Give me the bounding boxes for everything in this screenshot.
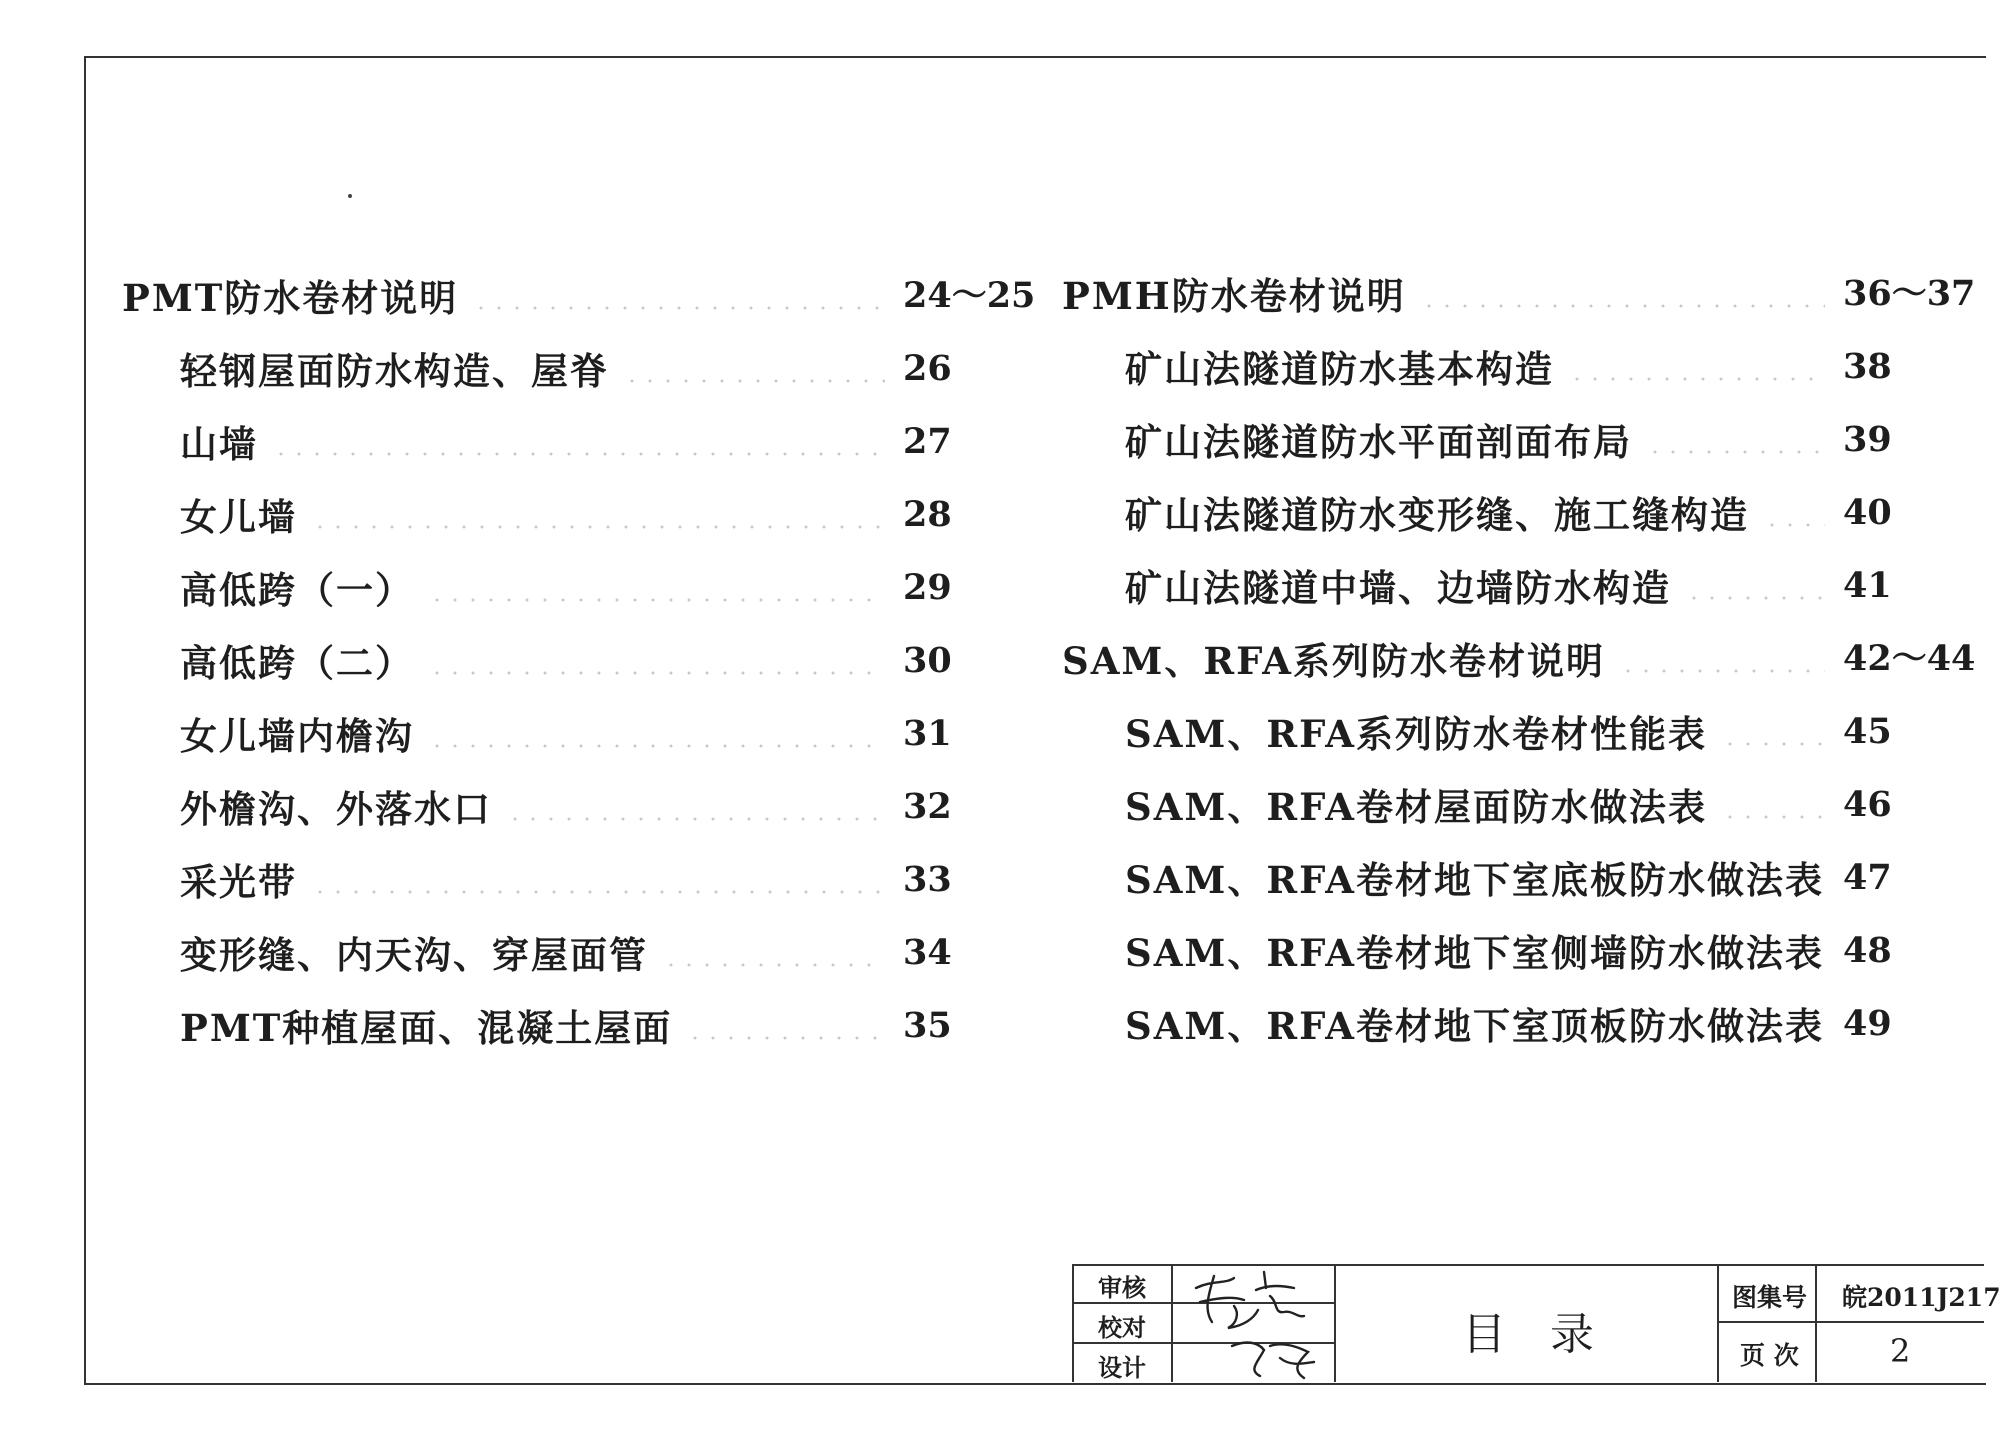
toc-entry-title: 高低跨（二） (180, 641, 414, 685)
toc-entry[interactable] (1125, 560, 1825, 612)
signatures (1174, 1266, 1332, 1382)
toc-entry-page: 32 (903, 786, 952, 827)
toc-entry-page: 46 (1843, 784, 1892, 825)
dot-leader (272, 452, 885, 456)
toc-entry-page: 26 (903, 348, 952, 389)
dot-leader (311, 890, 885, 894)
toc-entry[interactable] (1125, 779, 1825, 831)
dot-leader (428, 598, 885, 602)
dot-leader (1721, 815, 1825, 819)
toc-entry-title: 矿山法隧道防水变形缝、施工缝构造 (1125, 493, 1749, 537)
dot-leader (686, 1036, 885, 1040)
toc-entry-page: 29 (903, 567, 952, 608)
page-label: 页 次 (1740, 1341, 1799, 1370)
review-label: 审核 (1098, 1273, 1146, 1302)
design-label: 设计 (1098, 1353, 1146, 1382)
toc-entry-page: 38 (1843, 346, 1892, 387)
toc-entry[interactable] (180, 635, 885, 687)
toc-entry-title: 山墙 (180, 422, 258, 466)
toc-entry-page: 42～44 (1843, 638, 1976, 679)
toc-entry-page: 36～37 (1843, 273, 1976, 314)
toc-entry[interactable] (1125, 998, 1825, 1050)
toc-entry[interactable] (180, 854, 885, 906)
toc-entry[interactable] (1062, 268, 1825, 320)
drawing-title: 目 录 (1462, 1309, 1594, 1360)
dot-leader (623, 379, 885, 383)
toc-entry-page: 41 (1843, 565, 1892, 606)
toc-entry-title: 高低跨（一） (180, 568, 414, 612)
toc-entry-page: 30 (903, 640, 952, 681)
dot-leader (1721, 742, 1825, 746)
toc-entry-page: 48 (1843, 930, 1892, 971)
toc-entry[interactable] (1125, 925, 1825, 977)
toc-entry[interactable] (1125, 852, 1825, 904)
toc-entry-title: 女儿墙内檐沟 (180, 714, 414, 758)
toc-entry-title: SAM、RFA卷材地下室底板防水做法表 (1125, 858, 1824, 902)
toc-entry-title: 女儿墙 (180, 495, 297, 539)
dot-leader (1568, 377, 1825, 381)
toc-entry-page: 49 (1843, 1003, 1892, 1044)
toc-entry[interactable] (180, 343, 885, 395)
toc-entry[interactable] (180, 927, 885, 979)
toc-entry-title: SAM、RFA系列防水卷材说明 (1062, 639, 1605, 683)
toc-entry[interactable] (1125, 487, 1825, 539)
toc-entry-title: 变形缝、内天沟、穿屋面管 (180, 933, 648, 977)
page-no: 2 (1890, 1332, 1911, 1370)
dot-leader (428, 744, 885, 748)
toc-entry[interactable] (180, 1000, 885, 1052)
toc-entry-title: 采光带 (180, 860, 297, 904)
toc-entry[interactable] (180, 562, 885, 614)
dot-leader (506, 817, 885, 821)
toc-entry[interactable] (1125, 341, 1825, 393)
toc-entry[interactable] (180, 781, 885, 833)
toc-entry-page: 39 (1843, 419, 1892, 460)
dot-leader (428, 671, 885, 675)
toc-entry[interactable] (1062, 633, 1825, 685)
toc-entry-page: 40 (1843, 492, 1892, 533)
toc-entry-page: 24～25 (903, 275, 1036, 316)
dot-leader (1619, 669, 1825, 673)
dot-leader (472, 306, 885, 310)
toc-entry-title: 矿山法隧道防水平面剖面布局 (1125, 420, 1632, 464)
atlas-no: 皖2011J217 (1842, 1283, 2001, 1312)
toc-entry-title: 轻钢屋面防水构造、屋脊 (180, 349, 609, 393)
toc-entry-page: 31 (903, 713, 952, 754)
toc-entry[interactable] (180, 708, 885, 760)
dot-leader (311, 525, 885, 529)
dot-leader (662, 963, 885, 967)
toc-entry-title: SAM、RFA卷材地下室顶板防水做法表 (1125, 1004, 1824, 1048)
toc-entry-page: 35 (903, 1005, 952, 1046)
toc-entry-page: 45 (1843, 711, 1892, 752)
stray-dot (348, 194, 352, 198)
atlas-no-label: 图集号 (1732, 1283, 1808, 1312)
toc-entry[interactable] (1125, 706, 1825, 758)
toc-entry-title: 外檐沟、外落水口 (180, 787, 492, 831)
toc-entry-page: 28 (903, 494, 952, 535)
toc-entry-page: 27 (903, 421, 952, 462)
toc-entry-title: SAM、RFA系列防水卷材性能表 (1125, 712, 1707, 756)
check-label: 校对 (1098, 1313, 1146, 1342)
toc-entry[interactable] (122, 270, 885, 322)
dot-leader (1420, 304, 1825, 308)
toc-entry[interactable] (180, 489, 885, 541)
dot-leader (1763, 523, 1825, 527)
dot-leader (1646, 450, 1825, 454)
toc-entry-title: SAM、RFA卷材地下室侧墙防水做法表 (1125, 931, 1824, 975)
toc-entry-title: PMT防水卷材说明 (122, 276, 459, 320)
toc-entry-page: 47 (1843, 857, 1892, 898)
toc-entry[interactable] (180, 416, 885, 468)
toc-entry-title: 矿山法隧道中墙、边墙防水构造 (1125, 566, 1671, 610)
toc-entry-title: SAM、RFA卷材屋面防水做法表 (1125, 785, 1707, 829)
dot-leader (1685, 596, 1825, 600)
toc-entry-page: 33 (903, 859, 952, 900)
toc-entry-page: 34 (903, 932, 952, 973)
toc-entry-title: PMT种植屋面、混凝土屋面 (180, 1006, 673, 1050)
toc-entry-title: 矿山法隧道防水基本构造 (1125, 347, 1554, 391)
toc-entry[interactable] (1125, 414, 1825, 466)
toc-entry-title: PMH防水卷材说明 (1062, 274, 1406, 318)
title-block (1072, 1264, 2001, 1382)
